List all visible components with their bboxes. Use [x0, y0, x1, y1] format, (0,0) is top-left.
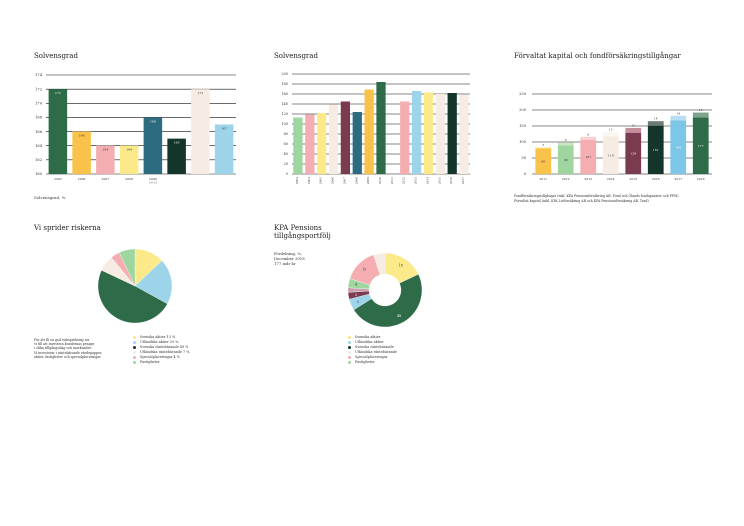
chart2-title: Solvensgrad	[274, 52, 318, 60]
x-tick-label: 2006	[330, 177, 335, 185]
data-label: 172	[55, 91, 61, 96]
donut-label: 15	[362, 267, 367, 272]
y-tick-label: 160	[281, 92, 288, 97]
bar	[329, 105, 338, 175]
donut-label: 3	[354, 292, 357, 297]
chart3-title: Förvaltat kapital och fondförsäkringstillgångar	[514, 52, 681, 60]
x-tick-label: 2008	[354, 177, 359, 185]
bar	[436, 94, 445, 174]
bar-top	[693, 113, 709, 118]
y-tick-label: 166	[35, 129, 42, 134]
legend-label: Fastigheter	[355, 360, 375, 364]
x-tick-label: 2007	[342, 177, 347, 185]
donut-label: 5	[356, 299, 359, 304]
x-tick-label: 2007	[101, 177, 110, 181]
y-tick-label: 180	[281, 82, 288, 87]
x-tick-label: 2013	[584, 177, 593, 181]
x-tick-label: 2011	[539, 177, 548, 181]
bar-top	[670, 116, 686, 120]
legend-label: Svenska räntebärande	[355, 345, 394, 349]
y-tick-label: 0	[523, 172, 526, 177]
y-tick-label: 150	[519, 124, 526, 129]
bar-top	[648, 121, 664, 125]
donut-title-line1: KPA Pensions	[274, 224, 322, 232]
legend-label: Utländska aktier 20 %	[140, 340, 179, 344]
data-label: 9	[587, 132, 590, 137]
x-tick-label: 2017	[674, 177, 683, 181]
donut-label: 4	[355, 282, 358, 287]
y-tick-label: 120	[281, 112, 288, 117]
bar	[49, 89, 68, 174]
x-tick-label: 2003	[294, 177, 299, 185]
data-label: 168	[675, 145, 682, 150]
bar-top	[535, 147, 551, 148]
pie1-title: Vi sprider riskerna	[34, 224, 101, 232]
data-label: 166	[78, 133, 85, 138]
legend-label: Specialplaceringar 4 %	[140, 355, 181, 359]
x-tick-label: 2016	[651, 177, 660, 181]
donut-subtitle-line: December 2018	[274, 256, 305, 261]
bar	[400, 102, 409, 175]
bar	[293, 118, 302, 175]
x-tick-label: 2012	[401, 177, 406, 185]
x-tick-label: 2009	[366, 177, 371, 185]
legend-label: Svenska aktier 13 %	[140, 335, 176, 339]
data-label: 177	[697, 143, 704, 148]
y-tick-label: 200	[519, 108, 526, 113]
bar-top	[625, 128, 641, 133]
data-label: 15	[698, 108, 703, 113]
legend-label: Utländska räntebärande	[355, 350, 397, 354]
x-tick-label: 2018	[696, 177, 705, 181]
x-tick-label: 2006	[77, 177, 86, 181]
data-label: 107	[585, 155, 592, 160]
pie1-note-line: vi till att investera kundernas pengar	[34, 342, 95, 347]
bar	[341, 102, 350, 175]
data-label: 118	[607, 153, 614, 158]
y-tick-label: 50	[521, 156, 526, 161]
data-label: 151	[652, 148, 659, 153]
legend-label: Svenska räntebärande 49 %	[140, 345, 189, 349]
data-label: 3	[542, 142, 545, 147]
x-tick-label: 2017	[461, 177, 466, 185]
x-tick-label: 2016	[449, 177, 454, 185]
bar	[365, 90, 374, 175]
y-tick-label: 140	[281, 102, 288, 107]
y-tick-label: 100	[519, 140, 526, 145]
x-tick-label: 2015	[437, 177, 442, 185]
pie1-note-line: i olika tillgångsslag och marknader.	[34, 346, 92, 351]
data-label: 14	[676, 111, 681, 116]
data-label: 164	[126, 147, 132, 152]
bar	[353, 112, 362, 174]
data-label: 165	[173, 140, 180, 145]
data-label: 172	[197, 91, 204, 96]
y-tick-label: 200	[281, 72, 288, 77]
bar	[215, 125, 234, 175]
bar-top	[603, 132, 619, 136]
bar	[459, 95, 468, 174]
y-tick-label: 20	[283, 162, 288, 167]
data-label: 167	[221, 126, 227, 131]
data-label: 13	[608, 127, 613, 132]
data-label: 80	[541, 159, 546, 164]
y-tick-label: 80	[283, 132, 288, 137]
data-label: 129	[630, 151, 637, 156]
y-tick-label: 174	[35, 73, 42, 78]
pie1-note-line: aktier, fastigheter och specialplaceringar.	[34, 354, 102, 359]
bar-top	[580, 137, 596, 140]
donut-label: 18	[398, 263, 403, 268]
data-label: 14	[653, 116, 658, 121]
x-tick-label: 2012	[561, 177, 570, 181]
x-tick-label: 2008	[125, 177, 133, 181]
donut-subtitle-line: 177 mdr kr	[274, 261, 296, 266]
bar	[317, 113, 326, 174]
data-label: 8	[564, 138, 567, 143]
chart3-footnote1: Fondförsäkringstillgångar (inkl. KPA Pensionsförsäkring AB, Fond och Ölands fondaparater och PPM)	[514, 194, 679, 198]
bar	[72, 132, 91, 174]
pie1-note-line: För att få en god riskspridning tar	[34, 338, 90, 342]
y-tick-label: 160	[35, 172, 42, 177]
x-tick-label: 2010	[378, 177, 382, 185]
x-tick-label: 2005	[318, 177, 323, 185]
y-tick-label: 168	[35, 115, 42, 120]
bar	[376, 82, 385, 174]
y-tick-label: 162	[35, 158, 42, 163]
chart1-caption: Solvensgrad, %	[34, 195, 66, 200]
donut-label: 48	[397, 314, 402, 319]
x-tick-label: 2005	[54, 177, 62, 181]
legend-label: Fastigheter	[140, 360, 160, 364]
x-tick-label: 2009	[149, 177, 157, 181]
legend-label: Utländska räntebärande 7 %	[140, 350, 190, 354]
y-tick-label: 100	[281, 122, 288, 127]
bar	[191, 89, 210, 174]
x-tick-label: 2015	[629, 177, 638, 181]
donut-title-line2: tillgångsportfölj	[274, 232, 331, 240]
y-tick-label: 0	[285, 172, 288, 177]
data-label: 168	[150, 119, 156, 124]
bar	[305, 115, 314, 175]
bar	[424, 93, 433, 175]
chart3-footnote2: Förvaltat kapital (inkl. KPA Livförsäkring AB och KPA Pensionsförsäkring AB, Trad)	[514, 199, 649, 203]
y-tick-label: 40	[283, 152, 288, 157]
legend-label: Specialplaceringar	[355, 355, 388, 359]
x-tick-label: 2013	[413, 177, 418, 185]
y-tick-label: 164	[35, 143, 42, 148]
bar	[448, 93, 457, 174]
data-label: 164	[102, 147, 109, 152]
chart1-title: Solvensgrad	[34, 52, 78, 60]
y-tick-label: 250	[519, 92, 526, 97]
x-tick-label: 2011	[389, 177, 394, 185]
data-label: 15	[631, 123, 636, 128]
legend-label: Utländska aktier	[355, 340, 384, 344]
x-tick-label: 2014	[606, 177, 615, 181]
y-tick-label: 170	[35, 101, 42, 106]
y-tick-label: 172	[35, 87, 42, 92]
bar	[412, 91, 421, 174]
data-label: 90	[563, 157, 568, 162]
legend-label: Svenska aktier	[355, 335, 381, 339]
x-tick-label: 2014	[425, 177, 430, 185]
pie1-note-line: Vi investerar i räntebärande värdepapper,	[34, 350, 103, 355]
x-tick-label: 2004	[306, 177, 311, 185]
bar-top	[558, 143, 574, 146]
bar	[144, 117, 163, 174]
x-tick-note: 1/6-13	[149, 181, 157, 185]
donut-subtitle-line: Fördelning, %,	[274, 251, 303, 256]
y-tick-label: 60	[283, 142, 288, 147]
